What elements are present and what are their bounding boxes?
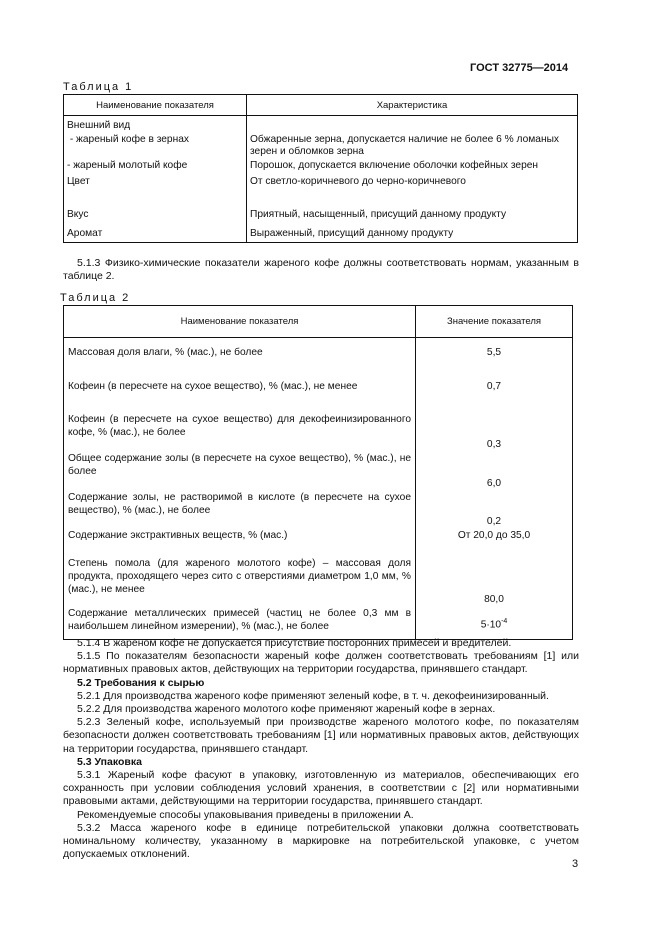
table-row (64, 413, 573, 452)
table-row (64, 491, 573, 529)
paragraph-5-2-1: 5.2.1 Для производства жареного кофе применяют зеленый кофе, в т. ч. декофеинизированный. (77, 689, 549, 702)
row-name: Общее содержание золы (в пересчете на сухое вещество), % (мас.), не более (68, 453, 411, 477)
table2-caption: Таблица 2 (60, 292, 131, 304)
row-name: Кофеин (в пересчете на сухое вещество) для декофеинизированного кофе, % (мас.), не более (68, 414, 411, 438)
row-value: 6,0 (416, 452, 573, 491)
table1-col-name: Наименование показателя (64, 95, 247, 116)
row-name: Кофеин (в пересчете на сухое вещество), % (мас.), не менее (68, 381, 358, 392)
row-name: Вкус (67, 209, 89, 220)
section-heading-5-3: 5.3 Упаковка (77, 755, 142, 768)
document-id: ГОСТ 32775—2014 (470, 62, 569, 74)
table-row (64, 452, 573, 491)
body-text (63, 637, 579, 861)
row-name: Содержание металлических примесей (частиц не более 0,3 мм в наибольшем линейном измерении), % (мас.), не более (68, 608, 411, 632)
section-heading-5-2: 5.2 Требования к сырью (77, 676, 205, 689)
table-1 (63, 94, 578, 243)
table-row (64, 116, 578, 134)
table-row (64, 529, 573, 557)
row-value: 0,2 (416, 491, 573, 529)
table2-col-name: Наименование показателя (64, 306, 416, 338)
table-row (64, 159, 578, 173)
paragraph-text: 5.1.3 Физико-химические показатели жареного кофе должны соответствовать нормам, указанным в таблице 2. (63, 257, 579, 283)
row-value: 0,7 (416, 380, 573, 413)
paragraph-5-3-1-note: Рекомендуемые способы упаковывания приведены в приложении А. (77, 808, 414, 821)
row-name: Аромат (67, 228, 103, 239)
row-value: Приятный, насыщенный, присущий данному продукту (247, 205, 578, 222)
paragraph-5-3-2: 5.3.2 Масса жареного кофе в единице потребительской упаковки должна соответствовать номинальному количеству, указанному в маркировке на потребительской упаковке, с учетом допускаемых отклонений. (63, 821, 579, 861)
paragraph-5-1-3 (63, 257, 579, 283)
table-2 (63, 305, 573, 640)
row-value: 80,0 (416, 557, 573, 607)
row-value: Обжаренные зерна, допускается наличие не более 6 % ломаных зерен и обломков зерна (247, 133, 578, 159)
row-name: Цвет (67, 176, 90, 187)
row-value (247, 116, 578, 134)
page-number: 3 (572, 858, 579, 870)
table-row (64, 607, 573, 640)
table-header-row (64, 95, 578, 116)
row-value: Выраженный, присущий данному продукту (247, 222, 578, 243)
paragraph-5-3-1: 5.3.1 Жареный кофе фасуют в упаковку, изготовленную из материалов, обеспечивающих его сохранность при условии соблюдения условий хранения, в соответствии с [2] или нормативными правовыми актами, действующими на территории государства, принявшего стандарт. (63, 769, 579, 808)
row-name: Степень помола (для жареного молотого кофе) – массовая доля продукта, проходящего через сито с отверстиями диаметром 1,0 мм, % (мас.), не менее (68, 558, 411, 595)
row-value: От 20,0 до 35,0 (416, 529, 573, 557)
row-name: - жареный молотый кофе (67, 160, 188, 171)
table-row (64, 338, 573, 381)
row-value: От светло-коричневого до черно-коричневого (247, 173, 578, 205)
table-header-row (64, 306, 573, 338)
table-row (64, 222, 578, 243)
table1-col-characteristic: Характеристика (247, 95, 578, 116)
paragraph-5-2-2: 5.2.2 Для производства жареного молотого кофе применяют жареный кофе в зернах. (77, 703, 496, 716)
row-value (416, 607, 573, 640)
table-row (64, 173, 578, 205)
value-exponent: -4 (501, 617, 508, 625)
row-name: Содержание золы, не растворимой в кислоте (в пересчете на сухое вещество), % (мас.), не более (68, 492, 411, 516)
table-row (64, 380, 573, 413)
table1-caption: Таблица 1 (63, 81, 134, 93)
row-name: Внешний вид (67, 120, 131, 131)
row-value: Порошок, допускается включение оболочки кофейных зерен (247, 159, 578, 173)
row-value: 0,3 (416, 413, 573, 452)
paragraph-5-2-3: 5.2.3 Зеленый кофе, используемый при производстве жареного молотого кофе, по показателям безопасности должен соответствовать требованиям [1] или нормативных правовых актов, действующих на территории государства, принявшего стандарт. (63, 716, 579, 755)
paragraph-5-1-5: 5.1.5 По показателям безопасности жареный кофе должен соответствовать требованиям [1] или нормативных правовых актов, действующих на территории государства, принявшего стандарт. (63, 650, 579, 676)
paragraph-5-1-4: 5.1.4 В жареном кофе не допускается присутствие посторонних примесей и вредителей. (77, 637, 512, 649)
table2-col-value: Значение показателя (416, 306, 573, 338)
value-base: 5·10 (480, 619, 502, 630)
row-name: - жареный кофе в зернах (67, 134, 189, 145)
table-row (64, 205, 578, 222)
row-name: Массовая доля влаги, % (мас.), не более (68, 347, 263, 358)
table-row (64, 557, 573, 607)
table-row (64, 133, 578, 159)
row-name: Содержание экстрактивных веществ, % (мас.) (68, 530, 288, 541)
row-value: 5,5 (416, 338, 573, 381)
